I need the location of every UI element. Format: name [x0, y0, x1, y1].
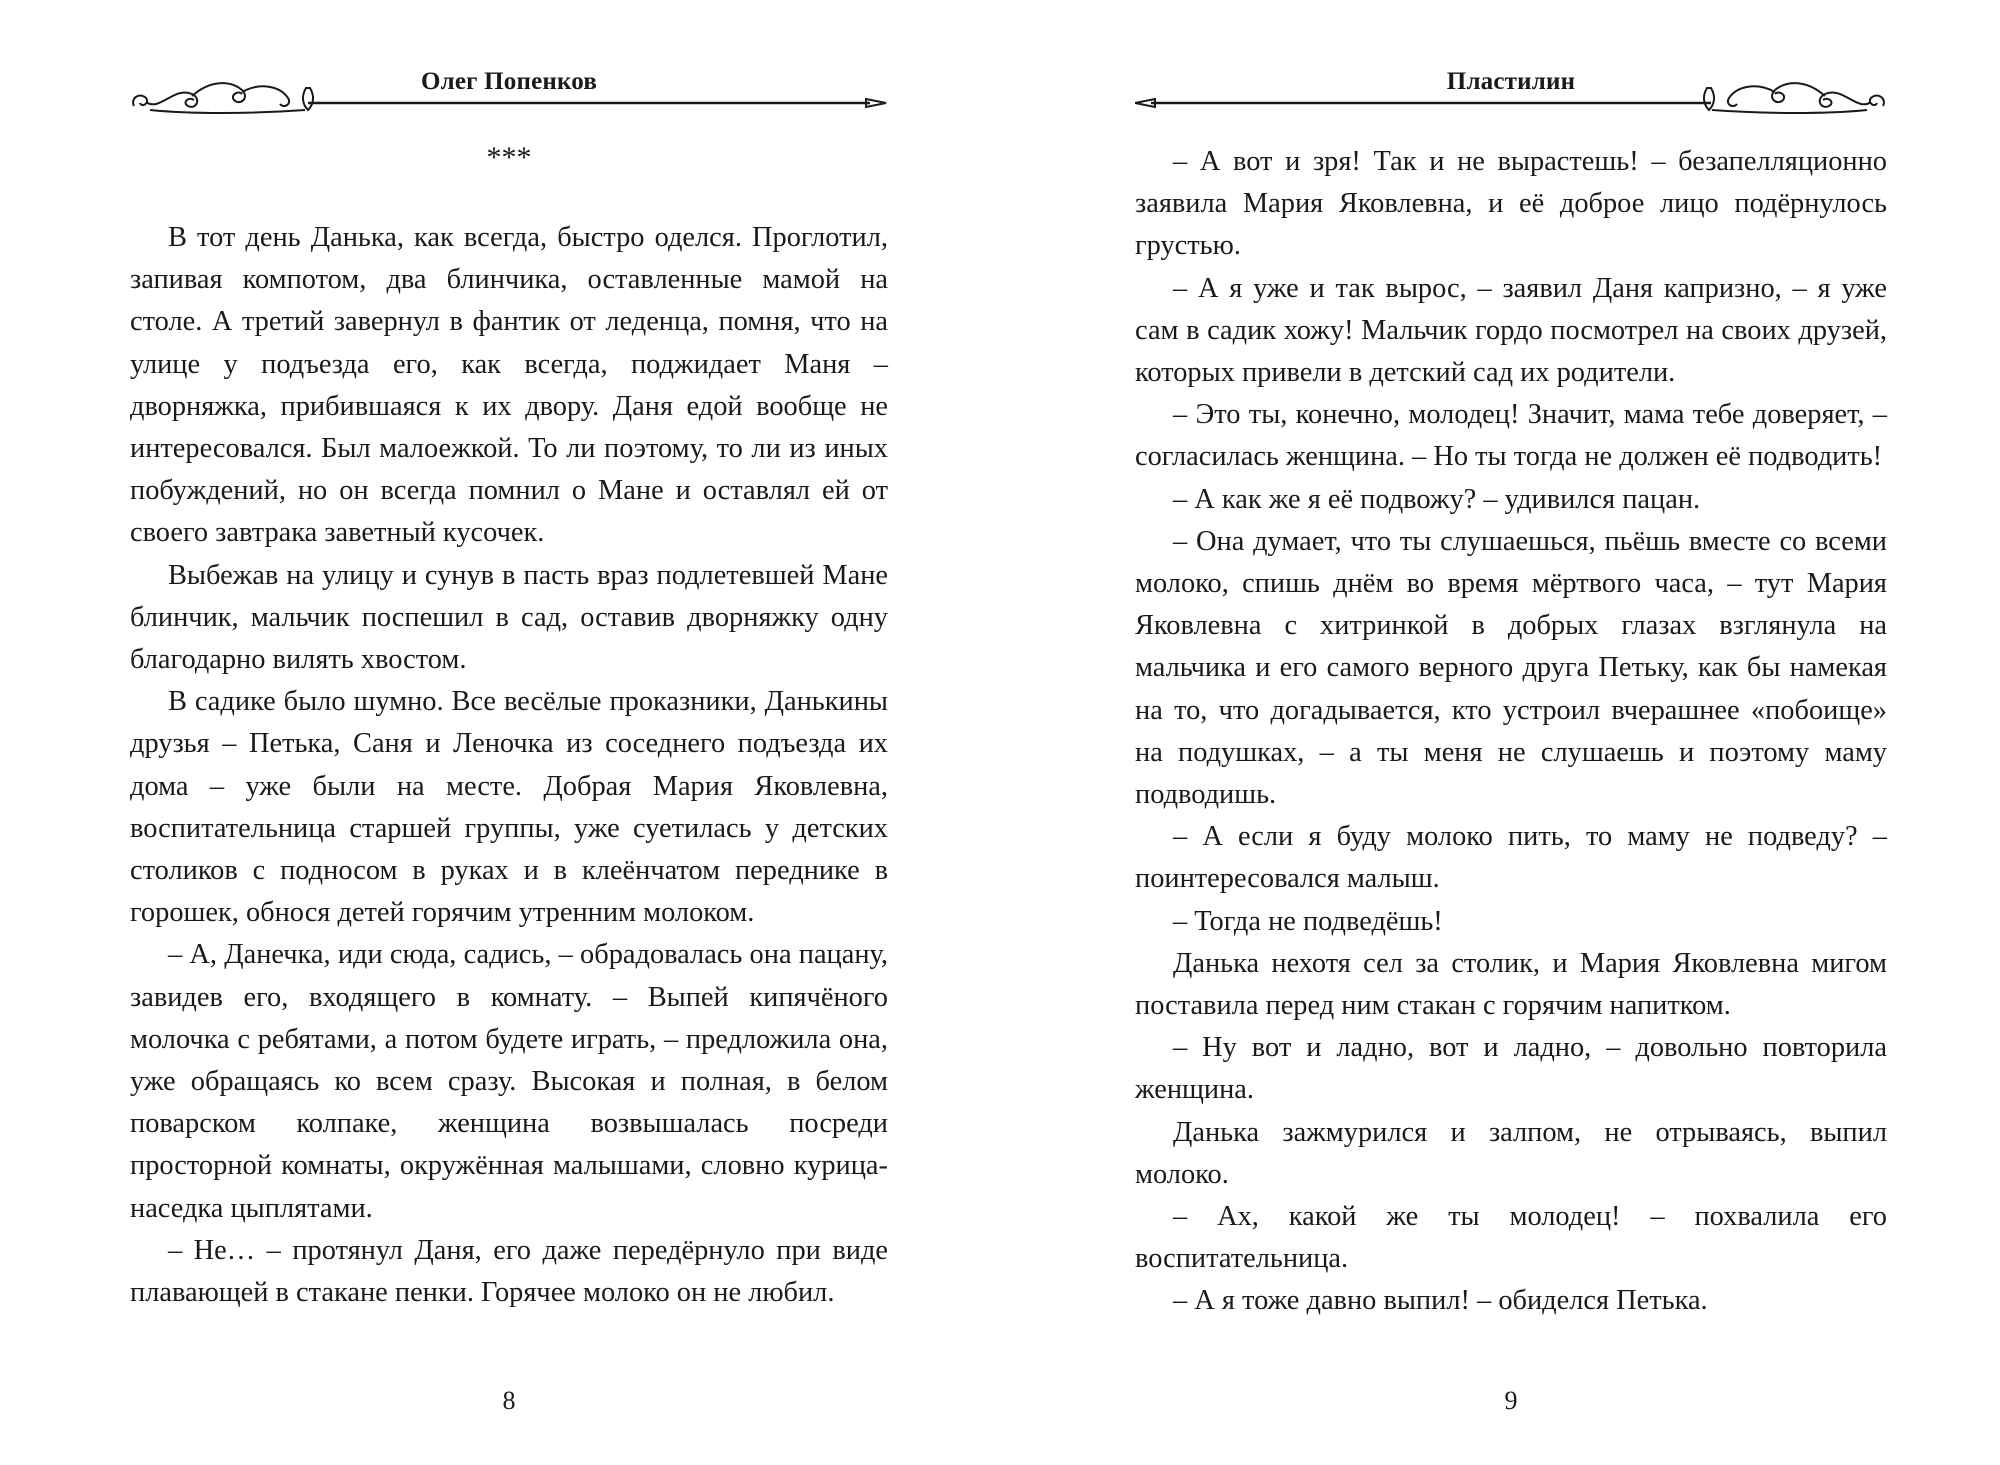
paragraph: Выбежав на улицу и сунув в пасть враз подлетевшей Мане блинчик, мальчик поспешил в сад, оставив дворняжку одну благодарно вилять хвостом.: [130, 559, 888, 676]
page-number-right: 9: [1504, 1386, 1518, 1415]
left-page-body: [130, 141, 888, 1314]
paragraph: – А я тоже давно выпил! – обиделся Петька.: [1173, 1285, 1708, 1317]
left-page: [130, 0, 888, 1465]
running-title-book: Пластилин: [1446, 68, 1576, 95]
paragraph: – Ну вот и ладно, вот и ладно, – довольно повторила женщина.: [1135, 1032, 1887, 1106]
paragraph: – А вот и зря! Так и не вырастешь! – безапелляционно заявила Мария Яковлевна, и её доброе лицо подёрнулось грустью.: [1135, 146, 1887, 262]
paragraph: – Это ты, конечно, молодец! Значит, мама тебе доверяет, – согласилась женщина. – Но ты тогда не должен её подводить!: [1135, 399, 1887, 473]
paragraph: Данька зажмурился и залпом, не отрываясь, выпил молоко.: [1135, 1116, 1887, 1190]
paragraph: – А если я буду молоко пить, то маму не подведу? – поинтересовался малыш.: [1135, 821, 1887, 895]
paragraph: – Она думает, что ты слушаешься, пьёшь вместе со всеми молоко, спишь днём во время мёртвого часа, – тут Мария Яковлевна с хитринкой в добрых глазах взглянула на мальчика и его самого верного друга Петьку, как бы намекая на то, что догадывается, кто устроил вчерашнее «побоище» на подушках, – а ты меня не слушаешь и поэтому маму подводишь.: [1135, 525, 1887, 811]
right-page: [1135, 0, 1887, 1465]
paragraph: – Не… – протянул Даня, его даже передёрнуло при виде плавающей в стакане пенки. Горячее молоко он не любил.: [130, 1234, 888, 1309]
left-header-rule: [130, 96, 888, 108]
paragraph: – А я уже и так вырос, – заявил Даня капризно, – я уже сам в садик хожу! Мальчик гордо посмотрел на своих друзей, которых привели в детский сад их родители.: [1135, 272, 1887, 389]
paragraph: В тот день Данька, как всегда, быстро оделся. Проглотил, запивая компотом, два блинчика, оставленные мамой на столе. А третий завернул в фантик от леденца, помня, что на улице у подъезда его, как всегда, поджидает Маня – дворняжка, прибившаяся к их двору. Даня едой вообще не интересовался. Был малоежкой. То ли поэтому, то ли из иных побуждений, но он всегда помнил о Мане и оставлял ей от своего завтрака заветный кусочек.: [130, 222, 888, 549]
page-number-left: 8: [502, 1386, 516, 1415]
running-title-author: Олег Попенков: [420, 68, 598, 95]
paragraph: Данька нехотя сел за столик, и Мария Яковлевна мигом поставила перед ним стакан с горячим напитком.: [1135, 947, 1887, 1022]
section-separator: ***: [486, 141, 532, 174]
left-running-head: [130, 60, 888, 120]
paragraph: – А как же я её подвожу? – удивился пацан.: [1173, 483, 1701, 515]
right-page-body: [1135, 141, 1887, 1323]
right-running-head: [1135, 60, 1887, 120]
paragraph: – А, Данечка, иди сюда, садись, – обрадовалась она пацану, завидев его, входящего в комнату. – Выпей кипячёного молочка с ребятами, а потом будете играть, – предложила она, уже обращаясь ко всем сразу. Высокая и полная, в белом поварском колпаке, женщина возвышалась посреди просторной комнаты, окружённая малышами, словно курица-наседка цыплятами.: [130, 939, 888, 1224]
paragraph: – Тогда не подведёшь!: [1173, 905, 1443, 937]
paragraph: – Ах, какой же ты молодец! – похвалила его воспитательница.: [1135, 1201, 1887, 1275]
paragraph: В садике было шумно. Все весёлые проказники, Данькины друзья – Петька, Саня и Леночка из соседнего подъезда их дома – уже были на месте. Добрая Мария Яковлевна, воспитательница старшей группы, уже суетилась у детских столиков с подносом в руках и в клеёнчатом переднике в горошек, обнося детей горячим утренним молоком.: [130, 686, 888, 929]
